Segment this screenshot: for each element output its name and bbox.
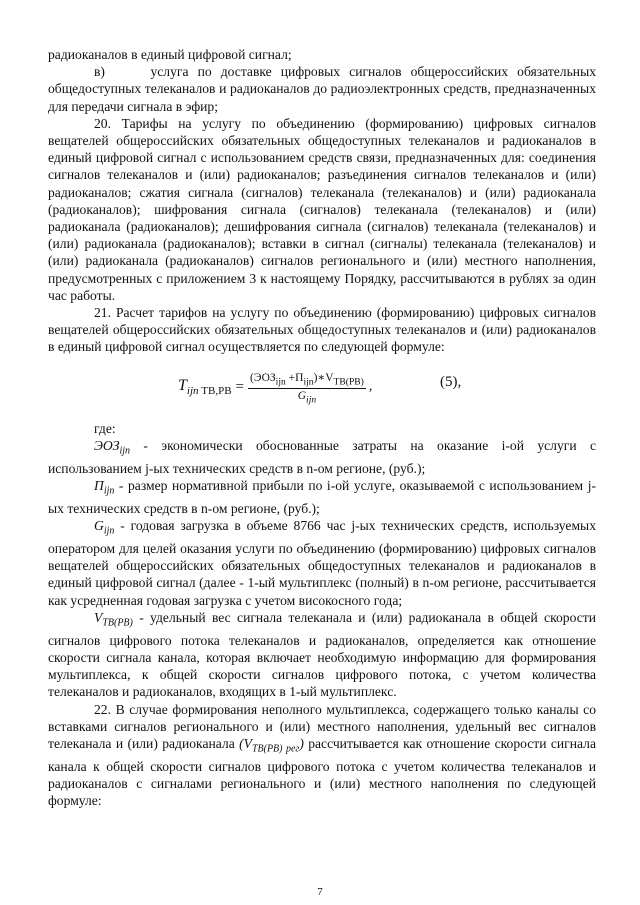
formula-5 — [48, 368, 596, 412]
formula-number: (5), — [440, 373, 462, 390]
paragraph-21: 21. Расчет тарифов на услугу по объединению (формированию) цифровых сигналов вещателей общероссийских обязательных общедоступных телеканалов и (или) радиоканалов в единый цифровой сигнал осуществляется по следующей формуле: — [48, 305, 596, 355]
page-number: 7 — [317, 886, 323, 898]
definition-weight: $V_{ТВ(РВ)}$ - удельный вес сигнала телеканала и (или) радиоканала в общей скорости сигналов цифрового потока телеканалов и радиоканалов, определяется как отношение скорости сигнала канала, которая включает необходимую информацию для формирования мультиплекса, к общей скорости сигналов цифрового потока, с учетом количества телеканалов и радиоканалов, входящих в 1-ый мультиплекс. — [48, 609, 596, 700]
paragraph-22: 22. В случае формирования неполного мультиплекса, содержащего только каналы со вставками сигналов регионального и (или) местного наполнения, удельный вес сигналов телеканала и (или) радиоканала $(V_{ТВ(РВ) рег})$ рассчитывается как отношение скорости сигнала канала к общей скорости сигналов цифрового потока с учетом количества телеканалов и радиоканалов с сигналами регионального и (или) местного наполнения по следующей формуле: — [48, 701, 596, 809]
formula-lhs: $T_{ijn}$ $_{ТВ,РВ}$ — [178, 377, 232, 398]
symbol-v-reg: $(V_{ТВ(РВ) рег})$ — [239, 735, 304, 755]
symbol-g: $G_{ijn}$ — [94, 518, 115, 537]
formula-denominator: $G_{ijn}$ — [297, 389, 317, 406]
where-label: где: — [94, 420, 116, 436]
paragraph-intro: радиоканалов в единый цифровой сигнал; — [48, 47, 292, 62]
formula-expression — [178, 370, 372, 406]
definition-eoz: $ЭОЗ_{ijn}$ - экономически обоснованные затраты на оказание i-ой услуги с использованием j-ых технических средств в n-ом регионе, (руб.); — [48, 437, 596, 476]
symbol-p: $П_{ijn}$ — [94, 477, 115, 497]
document-page — [48, 46, 596, 810]
definition-load: $G_{ijn}$ - годовая загрузка в объеме 8766 час j-ых технических средств, используемых оператором для целей оказания услуги по объединению (формированию) цифровых сигналов вещателей общероссийских обязательных общедоступных телеканалов и радиоканалов в единый цифровой сигнал (далее - 1-ый мультиплекс (полный) в n-ом регионе, рассчитывается как усредненная годовая загрузка с учетом високосного года; — [48, 518, 596, 608]
formula-comma: , — [368, 379, 373, 395]
paragraph-item-v — [48, 63, 596, 115]
paragraph-20: 20. Тарифы на услугу по объединению (формированию) цифровых сигналов вещателей общероссийских обязательных общедоступных телеканалов и радиоканалов в единый цифровой сигнал с использованием средств связи, предназначенных для: соединения сигналов телеканалов и (или) радиоканалов; разъединения сигналов телеканалов и (или) радиоканалов; сжатия сигнала (сигналов) телеканала (телеканалов) и (или) радиоканала (радиоканалов); шифрования сигнала (сигналов) телеканала (телеканалов) и (или) радиоканала (радиоканалов); дешифрования сигнала (сигналов) телеканала (телеканалов) и (или) радиоканала (радиоканалов); вставки в сигнал (сигналы) телеканала (телеканалов) и (или) радиоканала (радиоканалов) сигналов регионального и (или) местного наполнения, предусмотренных с приложением 3 к настоящему Порядку, рассчитываются в рублях за один час работы. — [48, 115, 596, 303]
equals-sign: = — [235, 378, 245, 395]
definition-profit: $П_{ijn}$ - размер нормативной прибыли по i-ой услуге, оказываемой с использованием j-ых технических средств в n-ом регионе, (руб.); — [48, 477, 596, 516]
item-label: в) — [94, 64, 105, 80]
symbol-v: $V_{ТВ(РВ)}$ — [94, 609, 133, 629]
item-text: услуга по доставке цифровых сигналов общероссийских обязательных общедоступных телеканалов и радиоканалов до радиоэлектронных средств, предназначенных для передачи сигнала в эфир; — [48, 64, 596, 114]
symbol-eoz: $ЭОЗ_{ijn}$ — [94, 437, 131, 457]
formula-fraction — [248, 370, 366, 406]
formula-numerator: ($ЭОЗ_{ijn}$ $+П_{ijn})∗V_{ТВ(РВ)}$ — [250, 371, 364, 387]
